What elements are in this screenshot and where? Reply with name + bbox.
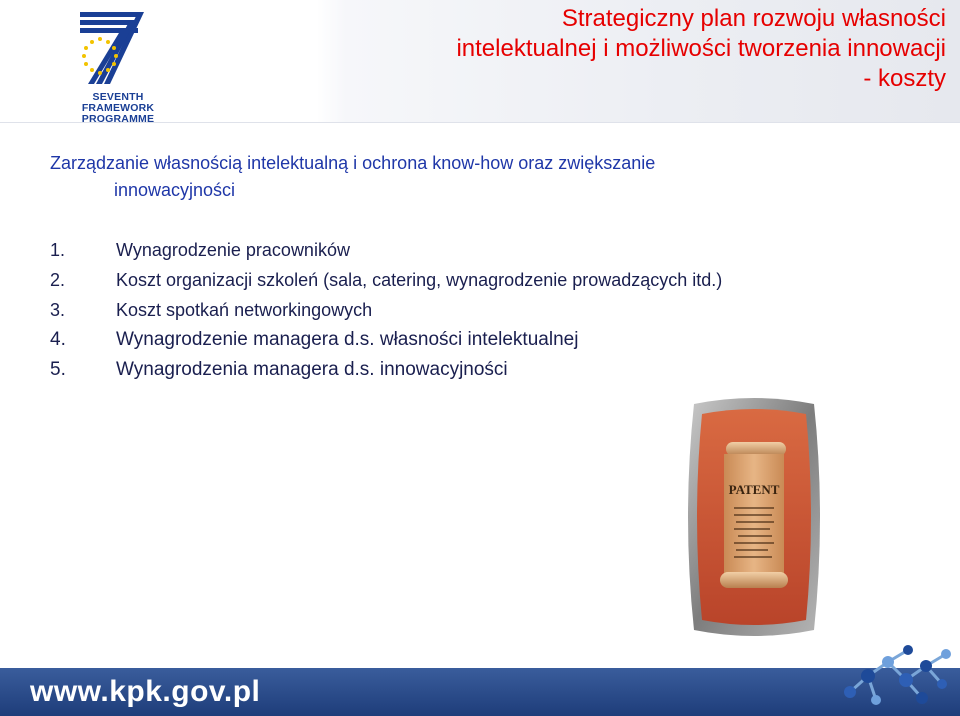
list-item-text: Wynagrodzenie managera d.s. własności intelektualnej (116, 329, 579, 350)
list-item-number: 5. (50, 359, 66, 380)
list-item-text: Wynagrodzenia managera d.s. innowacyjności (116, 359, 508, 380)
title-line-3: - koszty (863, 65, 946, 92)
list-item-number: 4. (50, 329, 66, 350)
list-item-number: 2. (50, 270, 66, 290)
fp7-logo-text (58, 92, 178, 125)
list-item-number: 3. (50, 300, 66, 320)
subheading-line-2: innowacyjności (114, 180, 236, 200)
fp7-logo (14, 6, 164, 125)
subheading (50, 150, 850, 204)
footer-url[interactable]: www.kpk.gov.pl (30, 675, 261, 708)
list-item (50, 265, 930, 295)
patent-scroll-icon (684, 398, 824, 636)
title-line-2: intelektualnej i możliwości tworzenia innowacji (456, 35, 946, 62)
molecule-icon (830, 632, 960, 716)
cost-list (50, 235, 930, 385)
slide-title (326, 4, 946, 94)
list-item-text: Wynagrodzenie pracowników (116, 240, 350, 260)
list-item (50, 325, 930, 355)
fp7-logo-icon (14, 6, 164, 86)
patent-label: PATENT (728, 482, 780, 497)
logo-line-2: PROGRAMME (81, 113, 155, 125)
list-item (50, 295, 930, 325)
footer-bar (0, 668, 960, 716)
list-item-number: 1. (50, 240, 66, 260)
list-item-text: Koszt spotkań networkingowych (116, 300, 373, 320)
list-item-text: Koszt organizacji szkoleń (sala, catering, wynagrodzenie prowadzących itd.) (116, 270, 723, 290)
list-item (50, 235, 930, 265)
title-line-1: Strategiczny plan rozwoju własności (561, 5, 946, 32)
logo-line-1: SEVENTH FRAMEWORK (81, 91, 155, 114)
list-item (50, 355, 930, 385)
subheading-line-1: Zarządzanie własnością intelektualną i ochrona know-how oraz zwiększanie (50, 153, 656, 173)
header (0, 0, 960, 123)
